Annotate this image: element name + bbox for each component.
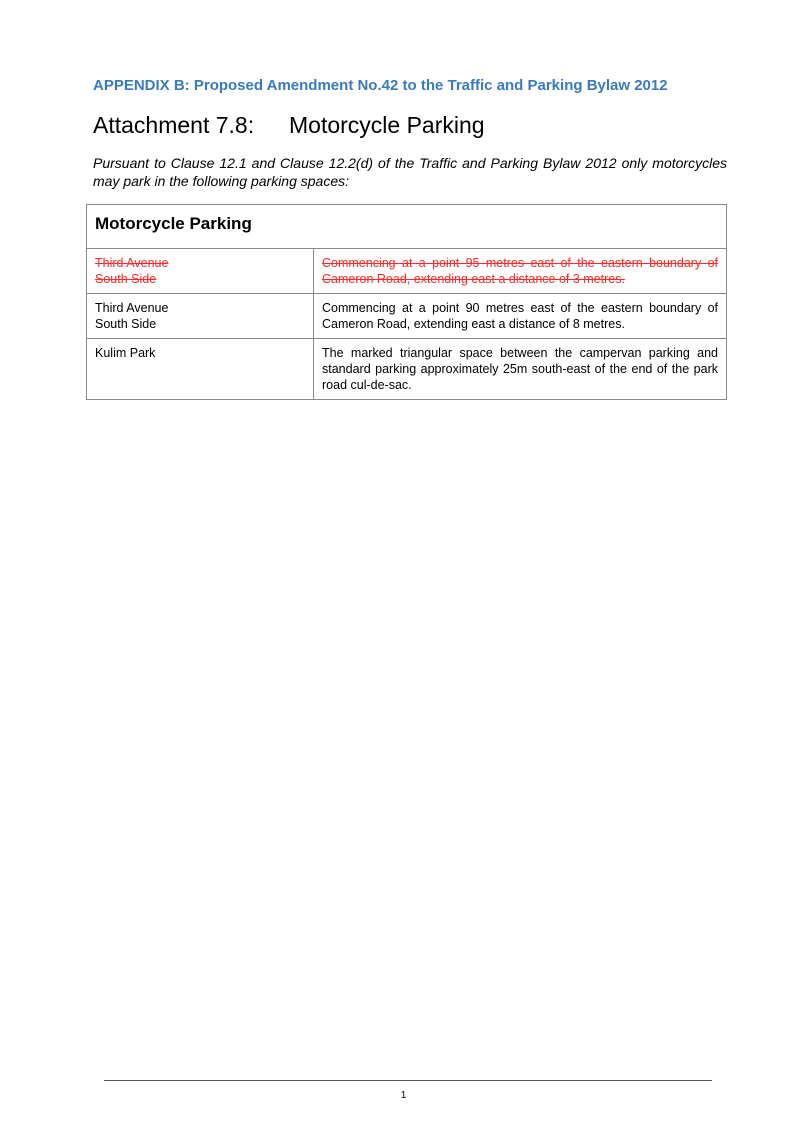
description-cell: The marked triangular space between the campervan parking and standard parking approximately 25m south-east of the end of the park road cul-de-sac. [314,339,727,400]
attachment-number: Attachment 7.8: [93,112,255,138]
location-side: South Side [95,272,157,286]
table-header-row [87,205,727,249]
table-header: Motorcycle Parking [87,205,727,249]
location-cell [87,339,314,400]
intro-paragraph: Pursuant to Clause 12.1 and Clause 12.2(d) of the Traffic and Parking Bylaw 2012 only motorcycles may park in the following parking spaces: [93,155,727,189]
attachment-title: Motorcycle Parking [289,112,485,138]
description-cell: Commencing at a point 95 metres east of the eastern boundary of Cameron Road, extending east a distance of 3 metres. [314,249,727,294]
location-cell [87,249,314,294]
location-cell [87,294,314,339]
table-row [87,294,727,339]
appendix-heading: APPENDIX B: Proposed Amendment No.42 to the Traffic and Parking Bylaw 2012 [93,77,668,94]
table-row [87,249,727,294]
description-cell: Commencing at a point 90 metres east of the eastern boundary of Cameron Road, extending east a distance of 8 metres. [314,294,727,339]
page-number: 1 [400,1090,407,1101]
motorcycle-parking-table [86,204,727,400]
location-street: Kulim Park [95,346,156,360]
footer-divider [104,1080,712,1081]
location-street: Third Avenue [95,256,169,270]
page-title [93,112,485,139]
location-street: Third Avenue [95,301,169,315]
location-side: South Side [95,317,157,331]
table-row [87,339,727,400]
